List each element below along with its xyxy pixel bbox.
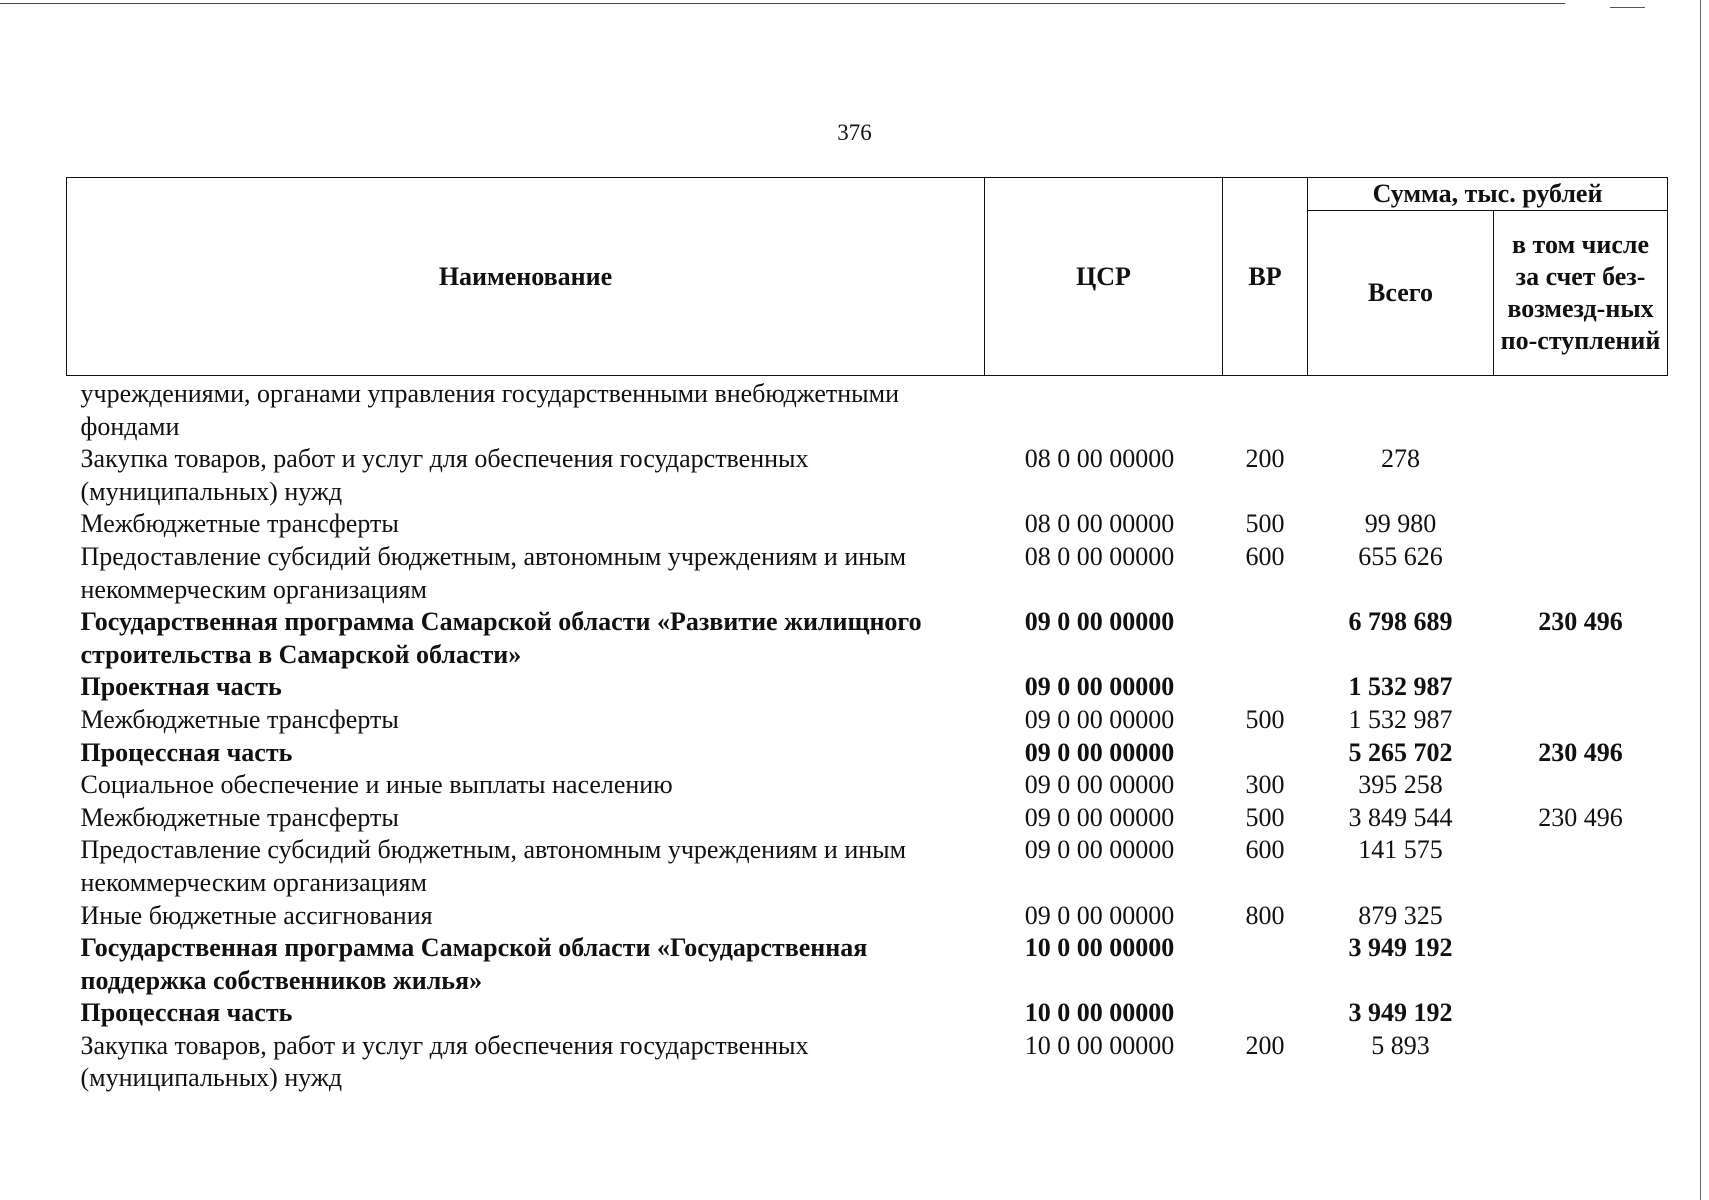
row-vr (1223, 606, 1308, 671)
row-name: учреждениями, органами управления государственными внебюджетными фондами (80, 379, 900, 441)
table-row (67, 834, 1668, 899)
header-name: Наименование (67, 178, 985, 376)
table-row (67, 769, 1668, 802)
row-name: Процессная часть (80, 737, 293, 767)
row-free-receipts (1494, 376, 1668, 444)
row-total: 3 949 192 (1348, 998, 1453, 1028)
row-total (1308, 376, 1494, 444)
budget-table (66, 177, 1668, 1095)
header-vr: ВР (1223, 178, 1308, 376)
page-number: 376 (837, 120, 872, 145)
row-csr: 09 0 00 00000 (1024, 900, 1175, 930)
row-csr: 09 0 00 00000 (1024, 835, 1175, 865)
row-name: Межбюджетные трансферты (80, 704, 399, 734)
row-csr: 08 0 00 00000 (1024, 444, 1175, 474)
row-free-receipts (1494, 443, 1668, 508)
row-free-receipts (1494, 671, 1668, 704)
table-row (67, 997, 1668, 1030)
row-free-receipts (1494, 508, 1668, 541)
row-csr: 10 0 00 00000 (1024, 998, 1175, 1028)
row-csr: 08 0 00 00000 (1024, 509, 1175, 539)
row-name: Закупка товаров, работ и услуг для обеспечения государственных (муниципальных) нужд (80, 444, 809, 506)
table-row (67, 802, 1668, 835)
row-csr: 09 0 00 00000 (1024, 737, 1175, 767)
row-vr: 200 (1245, 1030, 1285, 1060)
table-row (67, 606, 1668, 671)
row-free-receipts: 230 496 (1538, 737, 1623, 767)
table-row (67, 900, 1668, 933)
row-total: 5 893 (1371, 1030, 1430, 1060)
row-free-receipts (1494, 900, 1668, 933)
table-row (67, 541, 1668, 606)
row-total: 1 532 987 (1348, 672, 1453, 702)
header-sum-group: Сумма, тыс. рублей (1308, 178, 1668, 211)
row-vr: 500 (1245, 802, 1285, 832)
table-row (67, 737, 1668, 770)
row-free-receipts (1494, 704, 1668, 737)
row-vr: 500 (1245, 509, 1285, 539)
row-csr: 08 0 00 00000 (1024, 541, 1175, 571)
row-total: 1 532 987 (1348, 704, 1453, 734)
header-free-receipts: в том числе за счет без-возмезд-ных по-ступлений (1494, 211, 1668, 376)
row-name: Межбюджетные трансферты (80, 509, 399, 539)
row-vr (1223, 671, 1308, 704)
row-csr: 09 0 00 00000 (1024, 802, 1175, 832)
row-free-receipts (1494, 932, 1668, 997)
row-free-receipts (1494, 997, 1668, 1030)
row-total: 655 626 (1358, 541, 1443, 571)
table-row (67, 671, 1668, 704)
row-vr: 600 (1245, 541, 1285, 571)
table-row (67, 443, 1668, 508)
row-csr (985, 376, 1223, 444)
row-total: 5 265 702 (1348, 737, 1453, 767)
row-total: 141 575 (1358, 835, 1443, 865)
row-name: Предоставление субсидий бюджетным, автономным учреждениям и иным некоммерческим организациям (80, 541, 907, 604)
row-vr (1223, 376, 1308, 444)
table-row (67, 508, 1668, 541)
row-vr: 500 (1245, 704, 1285, 734)
row-csr: 09 0 00 00000 (1024, 607, 1175, 637)
row-name: Процессная часть (80, 998, 293, 1028)
table-row (67, 932, 1668, 997)
row-vr: 800 (1245, 900, 1285, 930)
row-csr: 09 0 00 00000 (1024, 672, 1175, 702)
row-vr: 300 (1245, 770, 1285, 800)
row-total: 278 (1381, 444, 1420, 474)
row-free-receipts (1494, 769, 1668, 802)
scan-mark (1610, 7, 1645, 8)
header-csr: ЦСР (985, 178, 1223, 376)
scan-edge-right (1700, 0, 1701, 1200)
table-header (67, 178, 1668, 376)
row-name: Закупка товаров, работ и услуг для обеспечения государственных (муниципальных) нужд (80, 1030, 809, 1093)
row-vr (1223, 932, 1308, 997)
row-name: Проектная часть (80, 672, 282, 702)
row-name: Государственная программа Самарской области «Государственная поддержка собственников жилья» (80, 933, 868, 995)
row-free-receipts (1494, 541, 1668, 606)
row-csr: 09 0 00 00000 (1024, 704, 1175, 734)
row-name: Социальное обеспечение и иные выплаты населению (80, 770, 673, 800)
row-total: 395 258 (1358, 770, 1443, 800)
row-csr: 09 0 00 00000 (1024, 770, 1175, 800)
row-total: 879 325 (1358, 900, 1443, 930)
row-vr: 600 (1245, 835, 1285, 865)
row-name: Предоставление субсидий бюджетным, автономным учреждениям и иным некоммерческим организациям (80, 835, 907, 897)
table-row (67, 1030, 1668, 1095)
row-total: 6 798 689 (1348, 607, 1453, 637)
row-free-receipts (1494, 834, 1668, 899)
header-total: Всего (1308, 211, 1494, 376)
row-total: 3 849 544 (1348, 802, 1453, 832)
table-body (67, 376, 1668, 1096)
row-free-receipts: 230 496 (1538, 802, 1623, 832)
row-vr (1223, 997, 1308, 1030)
table-row (67, 704, 1668, 737)
row-csr: 10 0 00 00000 (1024, 933, 1175, 963)
row-name: Межбюджетные трансферты (80, 802, 399, 832)
row-name: Государственная программа Самарской области «Развитие жилищного строительства в Самарской области» (80, 607, 922, 669)
row-free-receipts: 230 496 (1538, 607, 1623, 637)
row-free-receipts (1494, 1030, 1668, 1095)
row-total: 3 949 192 (1348, 933, 1453, 963)
table-row (67, 376, 1668, 444)
row-vr (1223, 737, 1308, 770)
scan-edge-top (0, 3, 1565, 4)
row-vr: 200 (1245, 444, 1285, 474)
row-name: Иные бюджетные ассигнования (80, 900, 433, 930)
row-csr: 10 0 00 00000 (1024, 1030, 1175, 1060)
row-total: 99 980 (1364, 509, 1437, 539)
